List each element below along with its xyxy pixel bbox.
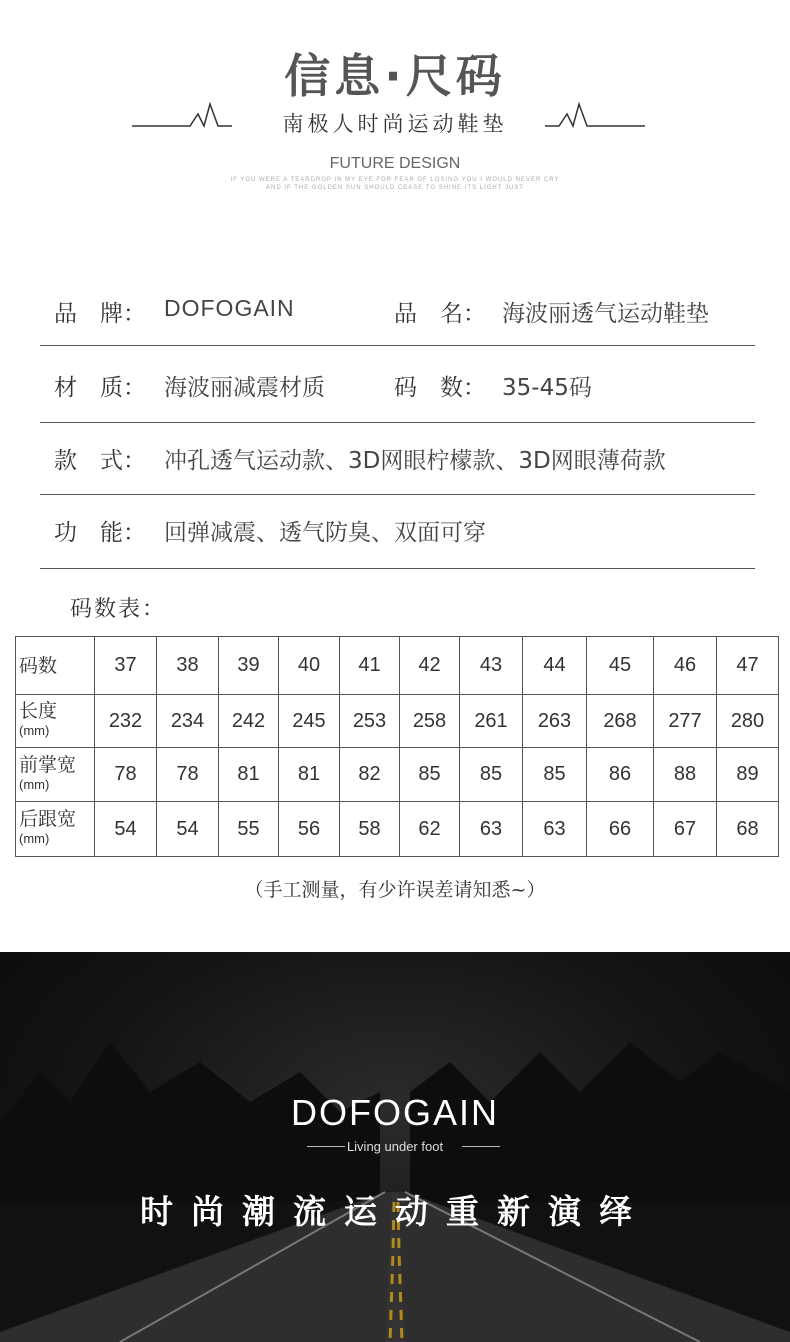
future-design-text: FUTURE DESIGN xyxy=(329,155,461,172)
size-cell: 56 xyxy=(279,802,340,857)
size-cell: 44 xyxy=(523,637,587,695)
size-cell: 37 xyxy=(95,637,157,695)
size-cell: 242 xyxy=(219,695,279,748)
size-cell: 277 xyxy=(654,695,717,748)
size-cell: 42 xyxy=(400,637,460,695)
size-cell: 43 xyxy=(460,637,523,695)
size-cell: 88 xyxy=(654,748,717,802)
size-cell: 258 xyxy=(400,695,460,748)
measurement-note: （手工测量，有少许误差请知悉~） xyxy=(244,879,546,901)
size-cell: 54 xyxy=(157,802,219,857)
page-subtitle: 南极人时尚运动鞋垫 xyxy=(282,112,508,136)
size-cell: 41 xyxy=(340,637,400,695)
decorative-tiny-text-2: AND IF THE GOLDEN SUN SHOULD CEASE TO SHINE ITS LIGHT JUST xyxy=(266,185,524,191)
banner-slogan: 时尚潮流运动重新演绎 xyxy=(140,1192,650,1231)
size-cell: 245 xyxy=(279,695,340,748)
banner-tagline: Living under foot xyxy=(346,1139,444,1154)
size-cell: 55 xyxy=(219,802,279,857)
size-cell: 280 xyxy=(717,695,779,748)
size-range-label: 码 数： xyxy=(394,375,486,401)
size-cell: 81 xyxy=(279,748,340,802)
size-row-header xyxy=(16,748,95,802)
style-label: 款 式： xyxy=(54,448,146,474)
size-cell: 82 xyxy=(340,748,400,802)
size-row-unit: (mm) xyxy=(19,723,50,738)
size-cell: 40 xyxy=(279,637,340,695)
size-cell: 85 xyxy=(523,748,587,802)
size-table-row xyxy=(16,748,779,802)
info-row-brand xyxy=(40,285,755,346)
size-cell: 39 xyxy=(219,637,279,695)
brand-label: 品 牌： xyxy=(54,301,146,327)
size-cell: 263 xyxy=(523,695,587,748)
brand-value: DOFOGAIN xyxy=(164,295,295,321)
size-cell: 67 xyxy=(654,802,717,857)
product-name-label: 品 名： xyxy=(394,301,486,327)
size-cell: 62 xyxy=(400,802,460,857)
size-cell: 81 xyxy=(219,748,279,802)
size-cell: 261 xyxy=(460,695,523,748)
info-row-material xyxy=(40,345,755,423)
size-table-row xyxy=(16,695,779,748)
size-cell: 89 xyxy=(717,748,779,802)
size-row-header xyxy=(16,802,95,857)
function-value: 回弹减震、透气防臭、双面可穿 xyxy=(164,520,486,546)
size-table-row xyxy=(16,802,779,857)
size-table-caption: 码数表： xyxy=(70,597,167,622)
product-name-value: 海波丽透气运动鞋垫 xyxy=(502,301,709,327)
material-value: 海波丽减震材质 xyxy=(164,375,325,401)
function-label: 功 能： xyxy=(54,520,146,546)
size-row-label: 后跟宽 xyxy=(19,808,77,830)
size-cell: 86 xyxy=(587,748,654,802)
size-table-row xyxy=(16,637,779,695)
style-value: 冲孔透气运动款、3D网眼柠檬款、3D网眼薄荷款 xyxy=(164,448,666,474)
size-cell: 45 xyxy=(587,637,654,695)
size-cell: 78 xyxy=(157,748,219,802)
size-cell: 268 xyxy=(587,695,654,748)
size-row-header xyxy=(16,637,95,695)
size-row-unit: (mm) xyxy=(19,831,50,846)
info-row-style xyxy=(40,422,755,495)
size-cell: 46 xyxy=(654,637,717,695)
size-cell: 85 xyxy=(460,748,523,802)
size-row-label: 前掌宽 xyxy=(19,753,77,776)
right-pulse-decoration xyxy=(545,100,645,130)
size-cell: 253 xyxy=(340,695,400,748)
size-cell: 58 xyxy=(340,802,400,857)
size-cell: 63 xyxy=(460,802,523,857)
tagline-right-rule xyxy=(462,1146,500,1147)
size-table xyxy=(15,636,779,857)
size-row-unit: (mm) xyxy=(19,776,50,792)
size-row-label: 长度 xyxy=(19,700,58,722)
size-cell: 47 xyxy=(717,637,779,695)
size-row-label: 码数 xyxy=(19,654,58,677)
size-cell: 78 xyxy=(95,748,157,802)
size-cell: 234 xyxy=(157,695,219,748)
size-cell: 232 xyxy=(95,695,157,748)
size-cell: 38 xyxy=(157,637,219,695)
size-cell: 63 xyxy=(523,802,587,857)
size-cell: 68 xyxy=(717,802,779,857)
size-cell: 66 xyxy=(587,802,654,857)
size-range-value: 35-45码 xyxy=(502,375,592,401)
info-row-function xyxy=(40,494,755,569)
size-cell: 85 xyxy=(400,748,460,802)
page-title: 信息·尺码 xyxy=(284,49,506,103)
banner-brand-logo: DOFOGAIN xyxy=(290,1092,499,1133)
size-cell: 54 xyxy=(95,802,157,857)
size-row-header xyxy=(16,695,95,748)
material-label: 材 质： xyxy=(54,375,146,401)
decorative-tiny-text-1: IF YOU WERE A TEARDROP IN MY EYE FOR FEAR OF LOSING YOU I WOULD NEVER CRY xyxy=(230,177,560,183)
